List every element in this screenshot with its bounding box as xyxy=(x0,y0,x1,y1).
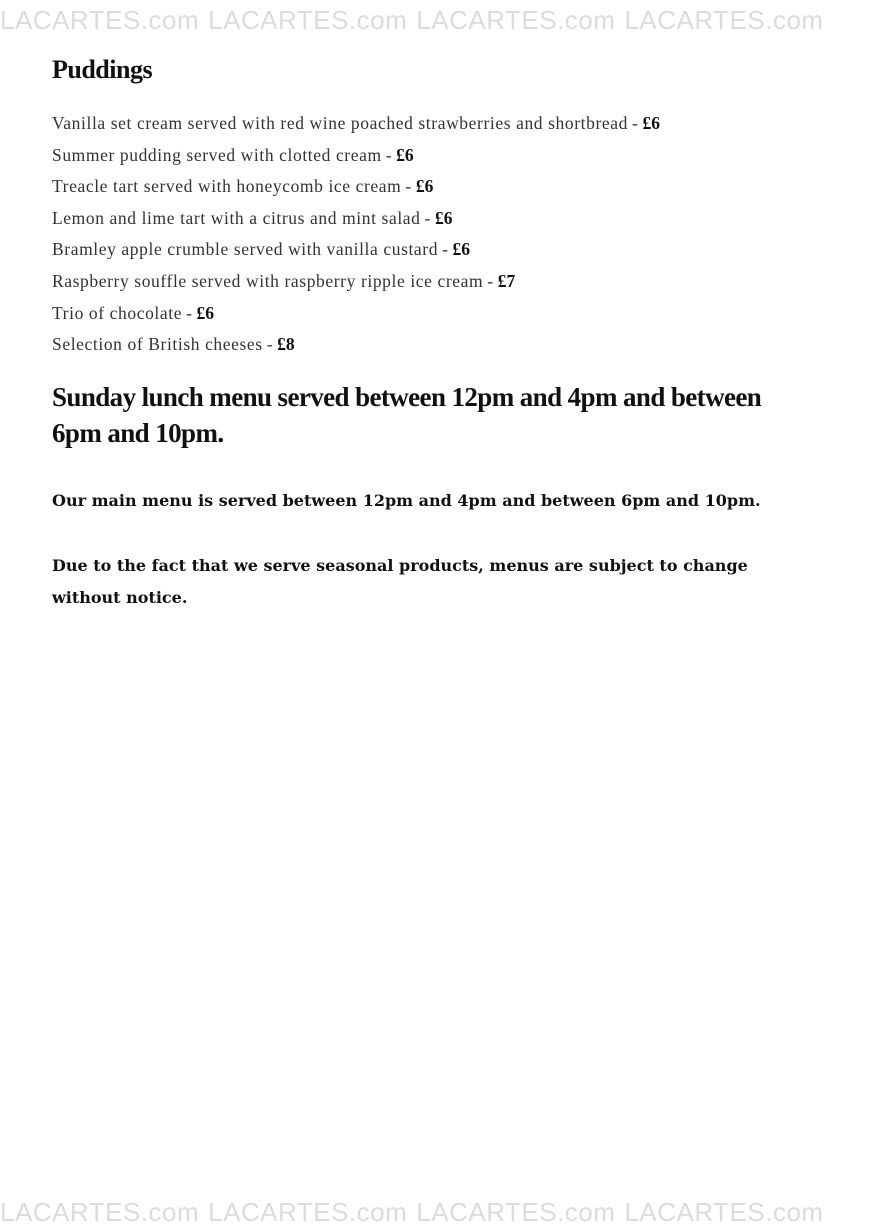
watermark-text: LACARTES.com xyxy=(416,1197,616,1227)
menu-item-name: Raspberry souffle served with raspberry ripple ice cream xyxy=(52,270,484,291)
seasonal-change-note: Due to the fact that we serve seasonal products, menus are subject to change without notice. xyxy=(52,555,748,607)
menu-item-name: Lemon and lime tart with a citrus and mint salad xyxy=(52,207,421,228)
watermark-text: LACARTES.com xyxy=(0,1197,200,1227)
menu-item-name: Trio of chocolate xyxy=(52,302,183,323)
menu-item-price: £7 xyxy=(497,270,516,291)
price-separator: - xyxy=(424,207,431,228)
watermark-bottom xyxy=(0,1192,870,1232)
puddings-title: Puddings xyxy=(52,55,153,84)
menu-item xyxy=(52,140,832,172)
menu-item-name: Vanilla set cream served with red wine poached strawberries and shortbread xyxy=(52,113,628,133)
menu-item xyxy=(52,329,832,361)
menu-item-price: £6 xyxy=(196,302,215,323)
menu-item-price: £6 xyxy=(452,239,471,260)
menu-item xyxy=(52,266,832,298)
menu-item-name: Treacle tart served with honeycomb ice cream xyxy=(52,176,402,197)
main-menu-hours-note: Our main menu is served between 12pm and 4pm and between 6pm and 10pm. xyxy=(52,490,761,510)
menu-item-price: £8 xyxy=(277,334,295,355)
menu-item-price: £6 xyxy=(396,144,414,165)
sunday-lunch-heading: Sunday lunch menu served between 12pm and 4pm and between 6pm and 10pm. xyxy=(52,381,762,448)
price-separator: - xyxy=(487,270,494,291)
menu-item xyxy=(52,203,832,235)
menu-item-price: £6 xyxy=(415,176,434,197)
menu-item xyxy=(52,298,832,330)
menu-item xyxy=(52,108,832,140)
price-separator: - xyxy=(632,113,639,133)
menu-item-name: Bramley apple crumble served with vanilla custard xyxy=(52,239,439,260)
watermark-text: LACARTES.com xyxy=(0,5,200,35)
watermark-text: LACARTES.com xyxy=(416,5,616,35)
menu-item-name: Selection of British cheeses xyxy=(52,334,263,355)
menu-item-price: £6 xyxy=(434,207,453,228)
price-separator: - xyxy=(385,144,393,165)
watermark-text: LACARTES.com xyxy=(624,1197,824,1227)
menu-page-content xyxy=(52,52,832,614)
price-separator: - xyxy=(405,176,412,197)
price-separator: - xyxy=(266,334,274,355)
watermark-text: LACARTES.com xyxy=(208,5,408,35)
watermark-top xyxy=(0,0,870,40)
watermark-text: LACARTES.com xyxy=(624,5,824,35)
menu-item xyxy=(52,234,832,266)
puddings-list xyxy=(52,108,832,361)
menu-item-name: Summer pudding served with clotted cream xyxy=(52,144,382,165)
price-separator: - xyxy=(186,302,193,323)
watermark-text: LACARTES.com xyxy=(208,1197,408,1227)
menu-item-price: £6 xyxy=(642,113,660,133)
price-separator: - xyxy=(442,239,449,260)
menu-item xyxy=(52,171,832,203)
